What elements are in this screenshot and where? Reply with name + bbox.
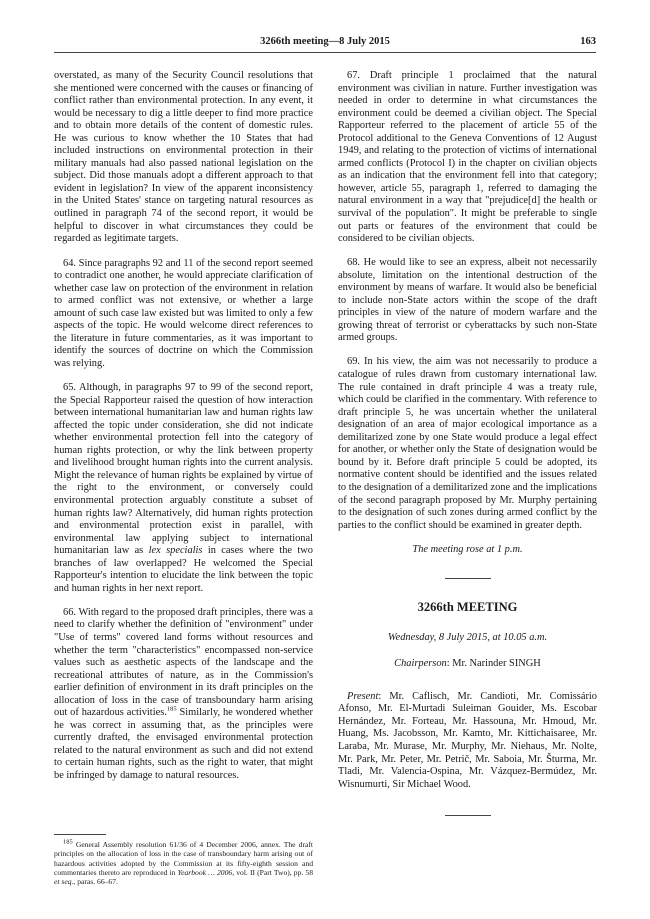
footnote-et-seq: et seq. xyxy=(54,877,74,887)
meeting-date: Wednesday, 8 July 2015, at 10.05 a.m. xyxy=(387,631,548,643)
chairperson-label: Chairperson xyxy=(394,658,447,670)
paragraph-66 xyxy=(54,607,313,783)
present-list xyxy=(338,691,597,791)
chairperson-name: : Mr. Narinder SINGH xyxy=(446,658,541,670)
present-label: Present xyxy=(347,690,379,702)
footnote-text-c: , paras. 66–67. xyxy=(73,877,118,887)
footnotes xyxy=(54,834,313,886)
footnote-number: 185 xyxy=(63,838,73,846)
footnote-text-b: , vol. II (Part Two), pp. 58 xyxy=(232,867,313,877)
page-number: 163 xyxy=(580,36,596,47)
running-header xyxy=(54,36,596,53)
paragraph-66-text-b: Similarly, he wondered whether he was correct in assuming that, as the principles were currently drafted, the envisaged environmental protection related to the natural environment as such and did not extend to certain human rights, such as the right to water, that might be infringed by damage to natural resources. xyxy=(54,707,314,781)
footnote-yearbook: Yearbook … 2006 xyxy=(177,867,233,877)
footnote-divider xyxy=(54,834,106,835)
right-column xyxy=(338,70,597,816)
paragraph-65-text-a: 65. Although, in paragraphs 97 to 99 of the second report, the Special Rapporteur raised the question of how interaction between international humanitarian law and human rights law affected the topic under consideration, she did not indicate whether environmental protection fell into the category of human rights protection, or why the link between property and livelihood brought human rights into the current analysis. Might the relevance of human rights be explained by virtue of the right to the environment, or conversely could environmental protection arguably constitute a subset of human rights law? Alternatively, did human rights protection and environmental protection exist in parallel, with environmental law applying subject to international humanitarian law as xyxy=(54,382,313,557)
present-names: : Mr. Caflisch, Mr. Candioti, Mr. Comissário Afonso, Mr. El-Murtadi Suleiman Gouider, Ms. Escobar Hernández, Mr. Forteau, Mr. Hassouna, Mr. Hmoud, Mr. Huang, Ms. Jacobsson, Mr. Kamto, Mr. Kittichaisaree, Mr. Laraba, Mr. Murase, Mr. Murphy, Mr. Niehaus, Mr. Nolte, Mr. Park, Mr. Peter, Mr. Petrič, Mr. Saboia, Mr. Šturma, Mr. Tladi, Mr. Valencia-Ospina, Mr. Vázquez-Bermúdez, Mr. Wisnumurti, Sir Michael Wood. xyxy=(338,690,597,790)
footnote-reference[interactable]: 185 xyxy=(166,705,177,713)
meeting-heading: 3266th MEETING xyxy=(417,600,518,615)
footnote-text-a: General Assembly resolution 61/36 of 4 December 2006, annex. The draft principles on the allocation of loss in the case of transboundary harm arising out of hazardous activities adopted by the Commission at its fifty-eighth session and commentaries thereto are reproduced in xyxy=(54,840,313,877)
paragraph-65-text-b: in cases where the two branches of law overlapped? He welcomed the Special Rapporteur's intention to elucidate the link between the topic and human rights in her next report. xyxy=(54,545,314,594)
section-divider xyxy=(445,578,491,579)
paragraph-67: 67. Draft principle 1 proclaimed that the natural environment was civilian in nature. Further investigation was needed in order to determine in what circumstances the environment could be deemed a civilian object. The Special Rapporteur referred to the placement of article 55 of the Protocol additional to the Geneva Conventions of 12 August 1949, and relating to the protection of victims of international armed conflicts (Protocol I) in the chapter on civilian objects as an indication that the environment fell into that category; however, article 55, paragraph 1, referred to damaging the natural environment in a way that "prejudice[d] the health or survival of the population". It might be preferable to single out parts or features of the environment that could be considered to be civilian objects. xyxy=(338,70,597,245)
paragraph-65 xyxy=(54,382,313,595)
paragraph-69: 69. In his view, the aim was not necessarily to produce a catalogue of rules drawn from customary international law. The rule contained in draft principle 4 was a treaty rule, which could be clarified in the commentary. With reference to draft principle 5, he was uncertain whether the unilateral designation of an area of major ecological importance as a demilitarized zone by one State would produce a legal effect for another, or whether only the State of designation would be bound by it. Before draft principle 5 could be adopted, its normative content should be identified and the issues related to the designation of a demilitarized zone and the implications of the second paragraph proposed by Mr. Murphy pertaining to the designation of such zones during armed conflict by the parties to the conflict should be examined in greater depth. xyxy=(338,356,597,531)
end-divider xyxy=(445,815,491,816)
footnote-185 xyxy=(54,840,313,886)
chairperson-line xyxy=(338,658,597,671)
meeting-rose-note: The meeting rose at 1 p.m. xyxy=(412,543,523,555)
left-column xyxy=(54,70,313,794)
paragraph-64: 64. Since paragraphs 92 and 11 of the second report seemed to contradict one another, he would appreciate clarification of whether case law on protection of the environment in relation to armed conflict was not extensive, or whether a large amount of such case law existed but was limited to only a few aspects of the topic. He would welcome direct references to the literature in future commentaries, as it was important to identify the sources of doctrine on which the Commission was relying. xyxy=(54,257,313,370)
paragraph-continued: overstated, as many of the Security Council resolutions that she mentioned were concerned with the causes or financing of conflict rather than environmental protection. In any event, it would be necessary to dig a little deeper to find more practice and to obtain more details of the content of domestic rules. He was curious to know whether the 10 States that had included instructions on environmental protection in their military manuals had also passed national legislation on the subject. Did those manuals adopt a different approach to that evident in legislation? In view of the apparent inconsistency in the United States' stance on targeting natural resources as outlined in paragraph 74 of the second report, it would be helpful to discover in what circumstances they could be regarded as legitimate targets. xyxy=(54,70,313,245)
paragraph-66-text-a: 66. With regard to the proposed draft principles, there was a need to clarify whether the definition of "environment" under "Use of terms" covered land forms without resources and whether the term "characteristics" encompassed non-service values such as aesthetic aspects of the landscape and the recreational attributes of nature, as in the Commission's earlier definition of environment in its draft principles on the allocation of loss in the case of transboundary harm arising out of hazardous activities. xyxy=(54,606,313,719)
paragraph-68: 68. He would like to see an express, albeit not necessarily absolute, limitation on the intentional destruction of the environment by means of warfare. It would also be beneficial to include non-State actors within the scope of the draft principles in view of the nature of modern warfare and the growing threat of terrorist or cyberattacks by such non-State armed groups. xyxy=(338,257,597,344)
header-title: 3266th meeting—8 July 2015 xyxy=(260,36,390,47)
paragraph-65-lex-specialis: lex specialis xyxy=(148,545,203,557)
